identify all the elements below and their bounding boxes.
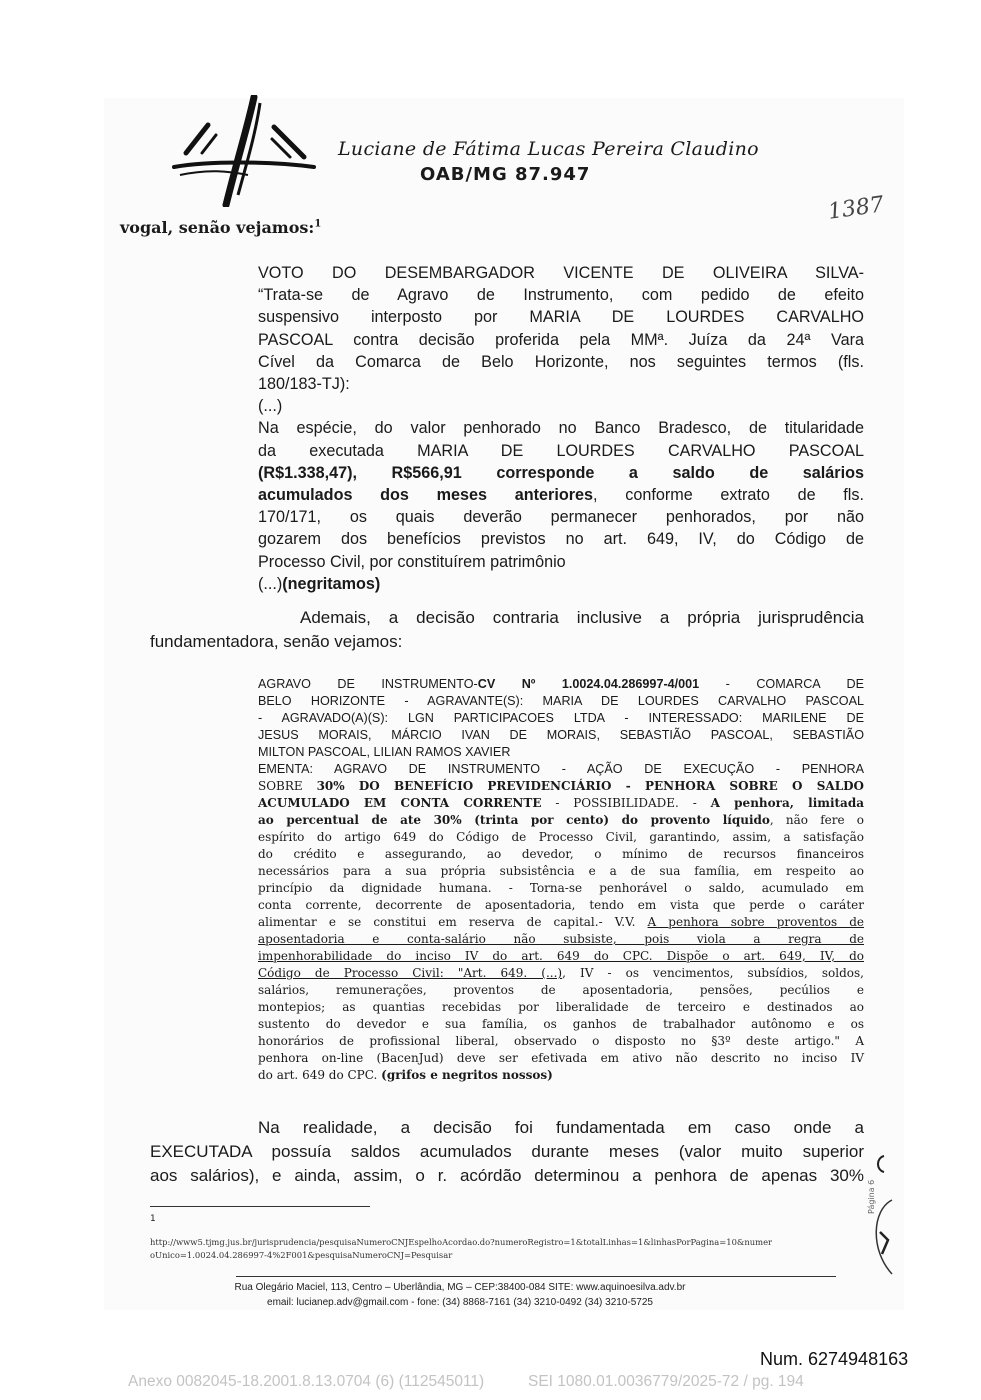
oab-registration: OAB/MG 87.947 [420,164,591,185]
lawyer-name: Luciane de Fátima Lucas Pereira Claudino [338,138,759,160]
quote-line-mixed [258,484,864,506]
intro-line [120,218,321,237]
ementa-line: MILTON PASCOAL, LILIAN RAMOS XAVIER [258,745,511,759]
footnote-url-line: http://www5.tjmg.jus.br/jurisprudencia/pesquisaNumeroCNJEspelhoAcordao.do?numeroRegistro=1&totalLinhas=1&linhasPorPagina=10&numer [150,1237,773,1247]
paragraph-line: aos salários), e ainda, assim, o r. acórdão determinou a penhora de apenas 30% [150,1166,864,1185]
quote-line: (...) [258,397,283,416]
sei-footer: SEI 1080.01.0036779/2025-72 / pg. 194 [528,1373,804,1390]
ementa-line: EMENTA: AGRAVO DE INSTRUMENTO - AÇÃO DE EXECUÇÃO - PENHORA [258,762,864,776]
ementa-line: penhora on-line (BacenJud) deve ser efetivada em ativo não descrito no inciso IV [258,1051,864,1065]
quote-text: , conforme extrato de fls. [593,486,864,505]
quote-bold-text: (negritamos) [282,574,381,593]
ementa-text: , não fere o [769,813,864,827]
ementa-line: montepios; as quantias recebidas por liberalidade de terceiro e destinados ao [258,1000,864,1014]
paragraph-na-realidade [150,1116,864,1188]
jurisprudence-ementa [258,676,864,1084]
ementa-line [258,965,864,982]
ementa-line [258,1067,864,1084]
ementa-text: - POSSIBILIDADE. - [541,796,711,810]
ementa-line: espírito do artigo 649 do Código de Processo Civil, garantindo, assim, a satisfação [258,830,864,844]
paragraph-line: fundamentadora, senão vejamos: [150,632,403,651]
address-footer [150,1280,770,1310]
annex-footer: Anexo 0082045-18.2001.8.13.0704 (6) (112545011) [128,1373,485,1390]
ementa-line: salários, remunerações, proventos de aposentadoria, pensões, pecúlios e [258,983,864,997]
paragraph-line: Ademais, a decisão contraria inclusive a própria jurisprudência [300,608,864,627]
address-line: Rua Olegário Maciel, 113, Centro – Uberlândia, MG – CEP:38400-084 SITE: www.aquinoesilva.adv.br [234,1282,686,1293]
ementa-line [258,778,864,795]
footnote-divider [150,1206,370,1207]
ementa-text: alimentar e se constitui em reserva de capital.- V.V. [258,915,648,929]
ementa-line-underlined: aposentadoria e conta-salário não subsiste, pois viola a regra de [258,932,864,946]
ementa-line: conta corrente, decorrente de aposentadoria, tendo em vista que perde o caráter [258,898,864,912]
ementa-line: - AGRAVADO(A)(S): LGN PARTICIPACOES LTDA - INTERESSADO: MARILENE DE [258,711,864,725]
page-stamp-text: Página 6 [867,1179,876,1214]
ementa-text: AGRAVO DE INSTRUMENTO- [258,677,478,691]
intro-text: vogal, senão vejamos: [120,218,315,237]
quote-closing [258,573,864,595]
quote-bold-text: acumulados dos meses anteriores [258,486,594,505]
quote-text: (...) [258,574,283,593]
vote-quote [258,262,864,595]
footnote-number: 1 [150,1214,156,1224]
ementa-bold-text: ao percentual de ate 30% (trinta por cento) do provento líquido [258,813,770,827]
ementa-text: SOBRE [258,779,317,793]
ementa-bold-text: (grifos e negritos nossos) [381,1068,553,1082]
contact-line: email: lucianep.adv@gmail.com - fone: (34) 8868-7161 (34) 3210-0492 (34) 3210-5725 [267,1297,653,1308]
quote-line: 180/183-TJ): [258,375,350,394]
quote-line: suspensivo interposto por MARIA DE LOURDES CARVALHO [258,308,864,327]
quote-line: “Trata-se de Agravo de Instrumento, com pedido de efeito [258,286,864,305]
ementa-text: - COMARCA DE [699,677,864,691]
footnote-reference: 1 [314,218,322,230]
paragraph-line: Na realidade, a decisão foi fundamentada em caso onde a [258,1118,864,1137]
ementa-line: sustento do devedor e sua família, os ganhos de trabalhador autônomo e os [258,1017,864,1031]
handwritten-page-number: 1387 [826,192,886,225]
ementa-line [258,914,864,931]
paragraph-line: EXECUTADA possuía saldos acumulados durante meses (valor muito superior [150,1142,864,1161]
ementa-line: honorários de profissional liberal, observado o disposto no §3º deste artigo." A [258,1034,864,1048]
ementa-line: BELO HORIZONTE - AGRAVANTE(S): MARIA DE LOURDES CARVALHO PASCOAL [258,694,864,708]
ementa-line [258,795,864,812]
quote-line: gozarem dos benefícios previstos no art. 649, IV, do Código de [258,530,864,549]
ementa-text: do art. 649 do CPC. [258,1068,382,1082]
ementa-bold-text: A penhora, limitada [710,796,865,810]
quote-line: PASCOAL contra decisão proferida pela MMª. Juíza da 24ª Vara [258,330,864,349]
quote-line: 170/171, os quais deverão permanecer penhorados, por não [258,508,864,527]
ementa-underlined-text: A penhora sobre proventos de [647,915,865,929]
ementa-line: JESUS MORAIS, MÁRCIO IVAN DE MORAIS, SEBASTIÃO PASCOAL, SEBASTIÃO [258,728,864,742]
quote-line: Cível da Comarca de Belo Horizonte, nos seguintes termos (fls. [258,352,864,371]
paragraph-ademais [150,606,864,654]
document-number: Num. 6274948163 [760,1349,909,1369]
ementa-bold-text: ACUMULADO EM CONTA CORRENTE [258,796,542,810]
footnote-url-line: oUnico=1.0024.04.286997-4%2F001&pesquisaNumeroCNJ=Pesquisar [150,1250,453,1260]
ementa-underlined-text: Código de Processo Civil: "Art. 649. (...) [258,966,563,980]
ementa-bold-text: CV Nº 1.0024.04.286997-4/001 [477,677,700,691]
quote-bold-text: (R$1.338,47), R$566,91 corresponde a saldo de salários [258,463,864,482]
ementa-text: , IV - os vencimentos, subsídios, soldos, [562,966,864,980]
quote-line: VOTO DO DESEMBARGADOR VICENTE DE OLIVEIRA SILVA- [258,264,864,282]
ementa-line: princípio da dignidade humana. - Torna-se penhorável o saldo, acumulado em [258,881,864,895]
quote-line: Na espécie, do valor penhorado no Banco Bradesco, de titularidade [258,419,864,438]
quote-line-bold [258,462,864,484]
ementa-line: do crédito e assegurando, ao devedor, o mínimo de recursos financeiros [258,847,864,861]
quote-line: Processo Civil, por constituírem patrimônio [258,552,566,571]
ementa-bold-text: 30% DO BENEFÍCIO PREVIDENCIÁRIO - PENHORA SOBRE O SALDO [316,779,864,793]
address-divider [236,1276,836,1277]
ementa-line [258,812,864,829]
ementa-line-underlined: impenhorabilidade do inciso IV do art. 649 do CPC. Dispõe o art. 649, IV, do [258,949,864,963]
footnote-link[interactable] [150,1236,870,1262]
page-stamp-icon [862,1140,902,1290]
ementa-line [258,676,864,693]
law-firm-logo-icon [168,95,318,207]
ementa-line: necessários para a sua própria subsistência e a de sua família, em respeito ao [258,864,864,878]
quote-line: da executada MARIA DE LOURDES CARVALHO PASCOAL [258,441,864,460]
